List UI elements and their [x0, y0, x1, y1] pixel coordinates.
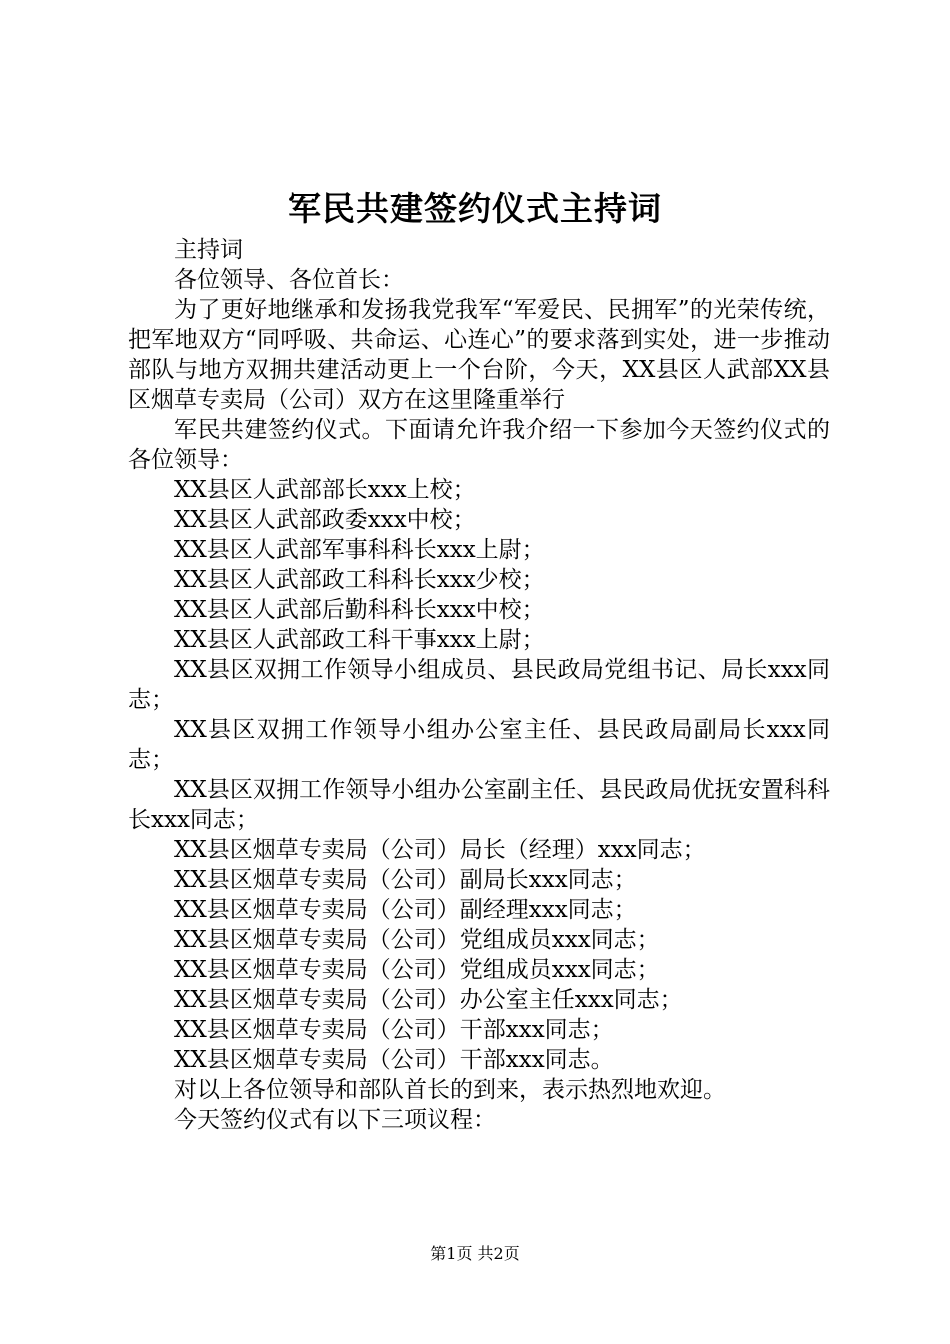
paragraph: 各位领导、各位首长： [174, 267, 404, 293]
paragraph: XX县区人武部政委xxx中校； [174, 507, 476, 533]
paragraph: 今天签约仪式有以下三项议程： [174, 1107, 496, 1133]
paragraph: XX县区人武部部长xxx上校； [174, 477, 476, 503]
document-body [128, 235, 830, 1135]
paragraph: XX县区人武部军事科科长xxx上尉； [174, 537, 545, 563]
document-title: 军民共建签约仪式主持词 [288, 189, 662, 228]
paragraph: XX县区双拥工作领导小组办公室副主任、县民政局优抚安置科科长xxx同志； [128, 777, 830, 833]
paragraph: XX县区烟草专卖局（公司）副经理xxx同志； [174, 897, 637, 923]
paragraph: 主持词 [174, 237, 243, 263]
paragraph: XX县区人武部政工科干事xxx上尉； [174, 627, 545, 653]
paragraph: XX县区烟草专卖局（公司）党组成员xxx同志； [174, 957, 660, 983]
paragraph: XX县区烟草专卖局（公司）副局长xxx同志； [174, 867, 637, 893]
paragraph: XX县区人武部政工科科长xxx少校； [174, 567, 545, 593]
paragraph: XX县区烟草专卖局（公司）局长（经理）xxx同志； [174, 837, 706, 863]
paragraph: XX县区烟草专卖局（公司）办公室主任xxx同志； [174, 987, 683, 1013]
paragraph: XX县区人武部后勤科科长xxx中校； [174, 597, 545, 623]
paragraph: 为了更好地继承和发扬我党我军“军爱民、民拥军”的光荣传统，把军地双方“同呼吸、共命运、心连心”的要求落到实处，进一步推动部队与地方双拥共建活动更上一个台阶，今天，XX县区人武部XX县区烟草专卖局（公司）双方在这里隆重举行 [128, 297, 830, 413]
paragraph: 军民共建签约仪式。下面请允许我介绍一下参加今天签约仪式的各位领导： [128, 417, 830, 473]
paragraph: XX县区双拥工作领导小组办公室主任、县民政局副局长xxx同志； [128, 717, 830, 773]
paragraph: XX县区烟草专卖局（公司）干部xxx同志。 [174, 1047, 614, 1073]
paragraph: XX县区烟草专卖局（公司）党组成员xxx同志； [174, 927, 660, 953]
page-footer: 第1页 共2页 [430, 1244, 520, 1263]
paragraph: XX县区双拥工作领导小组成员、县民政局党组书记、局长xxx同志； [128, 657, 830, 713]
paragraph: XX县区烟草专卖局（公司）干部xxx同志； [174, 1017, 614, 1043]
paragraph: 对以上各位领导和部队首长的到来，表示热烈地欢迎。 [174, 1077, 726, 1103]
